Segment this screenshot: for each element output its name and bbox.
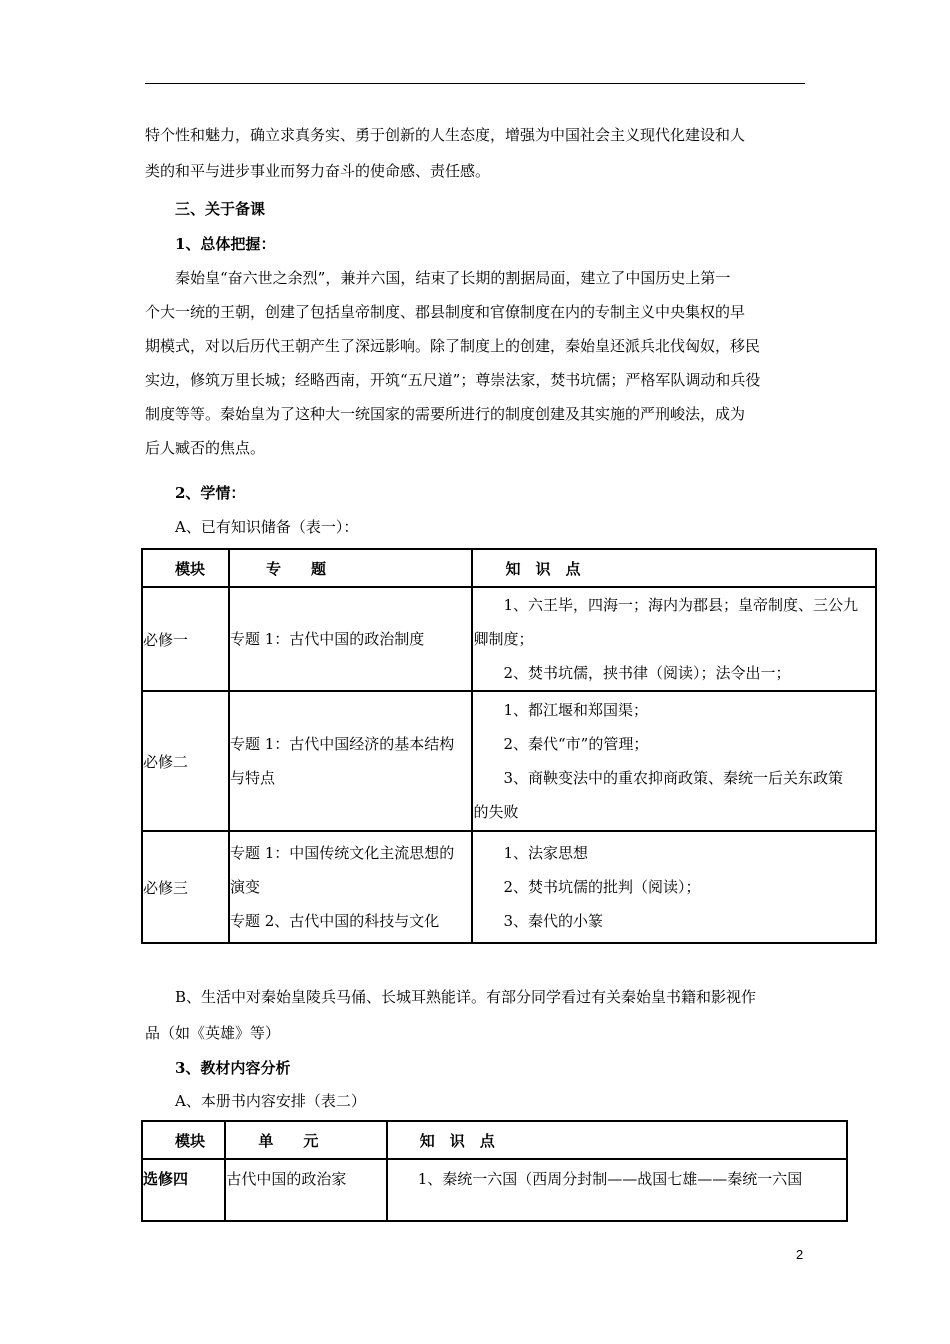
header-module: 模块 [142, 549, 229, 587]
header-unit: 单 元 [225, 1121, 386, 1159]
table-row [142, 587, 876, 691]
paragraph-line: 制度等等。秦始皇为了这种大一统国家的需要所进行的制度创建及其实施的严刑峻法，成为 [145, 405, 746, 423]
table-header-row [142, 549, 876, 587]
header-rule [145, 83, 805, 84]
textbook-table [141, 1120, 848, 1222]
paragraph-line: 秦始皇“奋六世之余烈”，兼并六国，结束了长期的割据局面，建立了中国历史上第一 [145, 269, 731, 287]
points-cell [472, 691, 876, 831]
point-line: 1、都江堰和郑国渠； [473, 701, 648, 719]
header-points: 知 识 点 [472, 549, 876, 587]
point-line: 2、焚书坑儒，挟书律（阅读）；法令出一； [473, 664, 791, 682]
subsection-heading: 2、学情： [175, 484, 246, 502]
module-cell: 选修四 [142, 1159, 225, 1221]
table-caption: A、本册书内容安排（表二） [175, 1092, 366, 1110]
paragraph-line: 特个性和魅力，确立求真务实、勇于创新的人生态度，增强为中国社会主义现代化建设和人 [145, 126, 746, 144]
table-row [142, 831, 876, 943]
table-row [142, 691, 876, 831]
topic-line: 演变 [229, 878, 260, 896]
module-cell: 必修二 [142, 691, 229, 831]
topic-cell [229, 691, 473, 831]
unit-cell: 古代中国的政治家 [225, 1159, 386, 1221]
point-line: 1、法家思想 [473, 844, 588, 862]
topic-line: 专题 2、古代中国的科技与文化 [229, 912, 440, 930]
subsection-heading: 1、总体把握： [175, 235, 276, 253]
points-cell [472, 831, 876, 943]
header-module: 模块 [142, 1121, 225, 1159]
topic-cell [229, 831, 473, 943]
table-caption: A、已有知识储备（表一）： [175, 518, 359, 536]
point-line: 3、秦代的小篆 [473, 912, 603, 930]
point-line: 3、商鞅变法中的重农抑商政策、秦统一后关东政策 [473, 769, 843, 787]
point-line: 2、秦代“市”的管理； [473, 735, 649, 753]
header-points: 知 识 点 [387, 1121, 847, 1159]
point-line: 卿制度； [473, 630, 534, 648]
knowledge-table [141, 548, 877, 944]
module-cell: 必修一 [142, 587, 229, 691]
topic-line: 专题 1：中国传统文化主流思想的 [229, 844, 455, 862]
paragraph-line: 后人臧否的焦点。 [145, 439, 266, 457]
table-header-row [142, 1121, 847, 1159]
topic-line: 专题 1：古代中国的政治制度 [229, 630, 425, 648]
point-line: 2、焚书坑儒的批判（阅读）； [473, 878, 701, 896]
point-line: 的失败 [473, 803, 519, 821]
paragraph-line: 实边，修筑万里长城；经略西南，开筑“五尺道”；尊崇法家，焚书坑儒；严格军队调动和兵役 [145, 371, 761, 389]
page-number: 2 [796, 1247, 804, 1262]
paragraph-line: 个大一统的王朝，创建了包括皇帝制度、郡县制度和官僚制度在内的专制主义中央集权的早 [145, 303, 746, 321]
points-cell [472, 587, 876, 691]
paragraph-line: 期模式，对以后历代王朝产生了深远影响。除了制度上的创建，秦始皇还派兵北伐匈奴，移民 [145, 337, 761, 355]
topic-line: 专题 1：古代中国经济的基本结构 [229, 735, 455, 753]
topic-cell [229, 587, 473, 691]
header-topic: 专 题 [229, 549, 473, 587]
paragraph-line: B、生活中对秦始皇陵兵马俑、长城耳熟能详。有部分同学看过有关秦始皇书籍和影视作 [145, 988, 757, 1006]
table-row [142, 1159, 847, 1221]
section-heading: 三、关于备课 [175, 200, 266, 218]
module-cell: 必修三 [142, 831, 229, 943]
points-cell: 1、秦统一六国（西周分封制——战国七雄——秦统一六国 [387, 1159, 847, 1221]
paragraph-line: 品（如《英雄》等） [145, 1024, 281, 1042]
subsection-heading: 3、教材内容分析 [175, 1059, 291, 1077]
point-line: 1、六王毕，四海一；海内为郡县；皇帝制度、三公九 [473, 596, 858, 614]
paragraph-line: 类的和平与进步事业而努力奋斗的使命感、责任感。 [145, 162, 491, 180]
topic-line: 与特点 [229, 769, 275, 787]
